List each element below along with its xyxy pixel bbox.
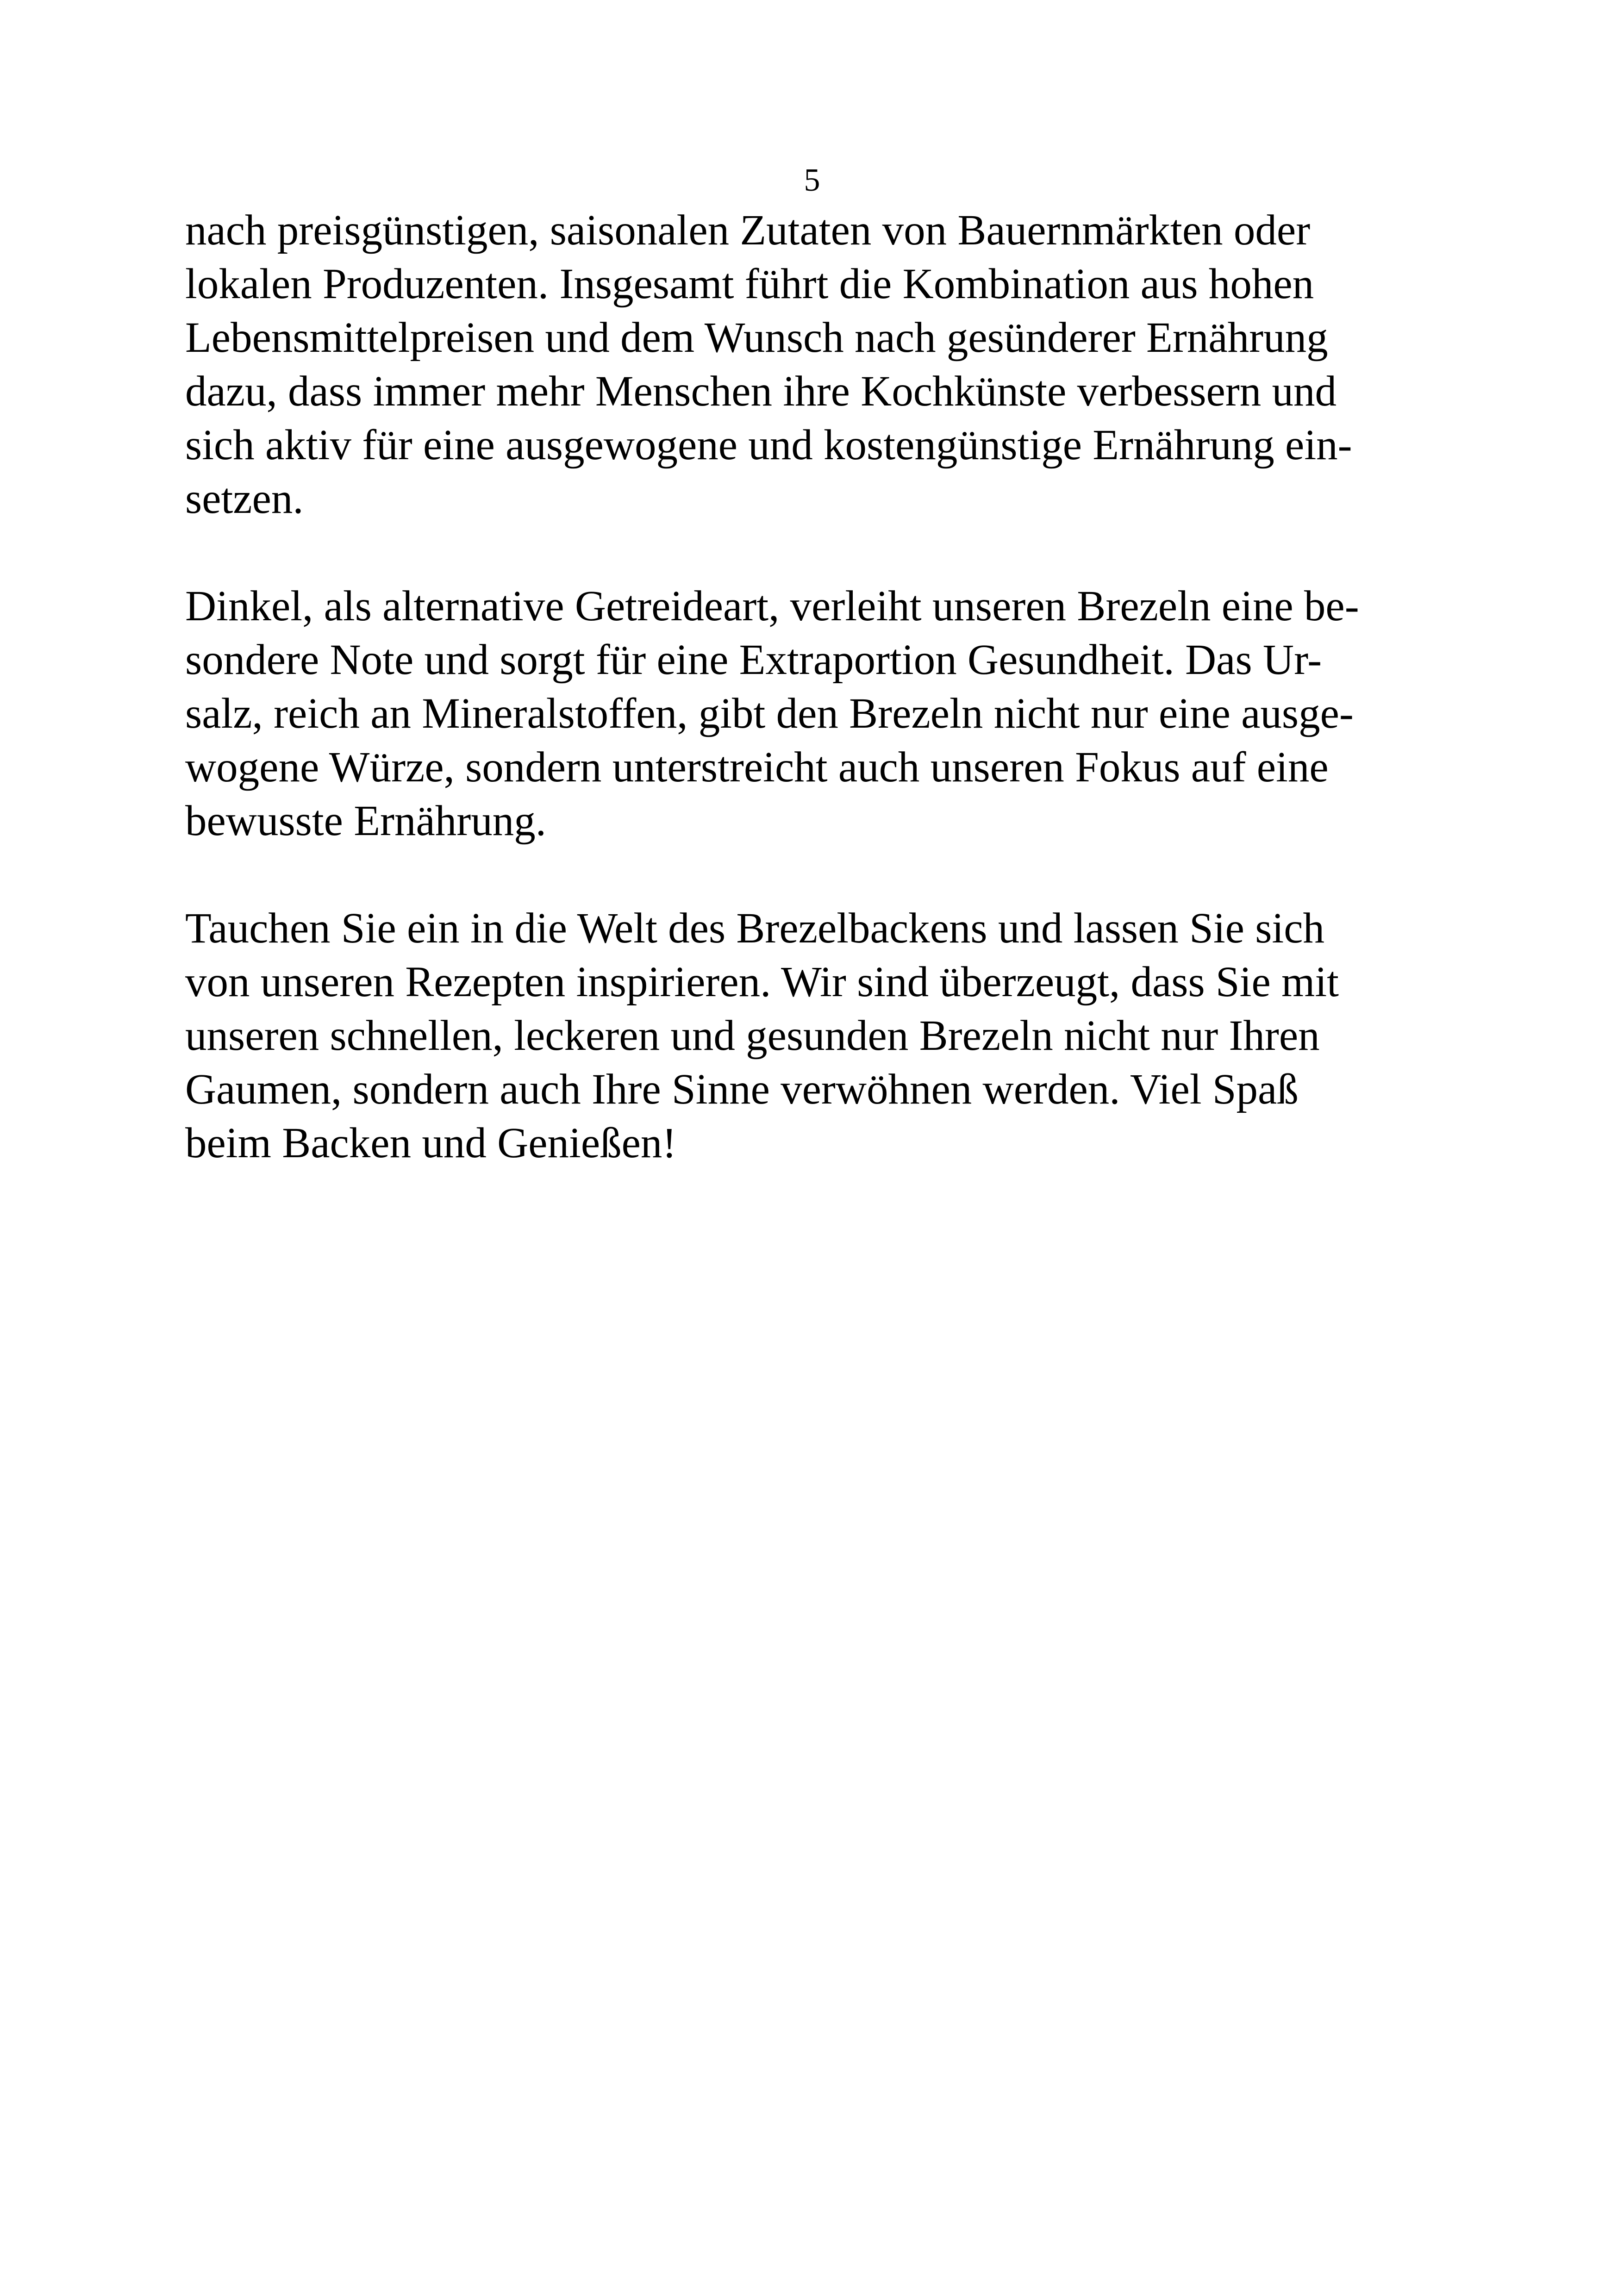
text-line: Gaumen, sondern auch Ihre Sinne verwöhnen werden. Viel Spaß [185,1066,1299,1113]
text-line: Lebensmittelpreisen und dem Wunsch nach gesünderer Ernährung [185,314,1328,362]
text-line: setzen. [185,475,304,523]
text-line: nach preisgünstigen, saisonalen Zutaten von Bauernmärkten oder [185,206,1311,254]
text-line: lokalen Produzenten. Insgesamt führt die Kombination aus hohen [185,260,1314,308]
text-line: von unseren Rezepten inspirieren. Wir sind überzeugt, dass Sie mit [185,958,1339,1006]
text-line: wogene Würze, sondern unterstreicht auch unseren Fokus auf eine [185,743,1329,791]
text-line: salz, reich an Mineralstoffen, gibt den Brezeln nicht nur eine ausge- [185,690,1354,737]
paragraph-1 [185,204,1463,526]
body-text [185,204,1463,1170]
paragraph-3 [185,902,1463,1170]
text-line: sondere Note und sorgt für eine Extraportion Gesundheit. Das Ur- [185,636,1322,684]
text-line: dazu, dass immer mehr Menschen ihre Kochkünste verbessern und [185,368,1337,415]
text-line: beim Backen und Genießen! [185,1119,677,1167]
text-line: unseren schnellen, leckeren und gesunden Brezeln nicht nur Ihren [185,1012,1320,1060]
page-number: 5 [804,162,820,198]
paragraph-2 [185,580,1463,848]
text-line: Dinkel, als alternative Getreideart, verleiht unseren Brezeln eine be- [185,582,1359,630]
text-line: sich aktiv für eine ausgewogene und kostengünstige Ernährung ein- [185,421,1352,469]
text-line: bewusste Ernährung. [185,797,546,845]
text-line: Tauchen Sie ein in die Welt des Brezelbackens und lassen Sie sich [185,904,1325,952]
